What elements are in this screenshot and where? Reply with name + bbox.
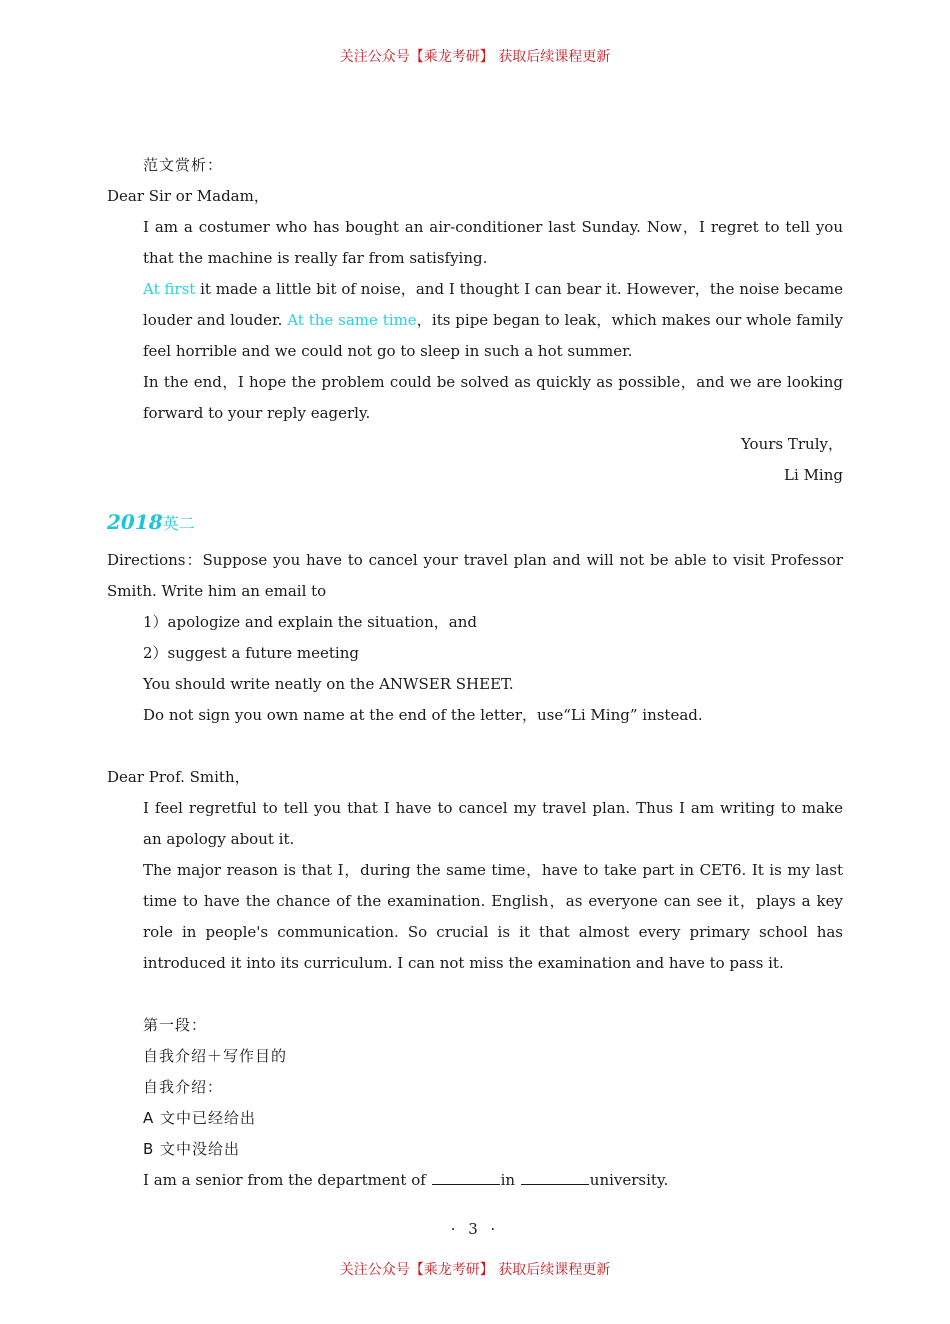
fill-blank-university [521, 1169, 589, 1185]
letter1-paragraph-1: I am a costumer who has bought an air-conditioner last Sunday. Now，I regret to tell you that the machine is really far from satisfying. [143, 218, 843, 267]
template-text-a: I am a senior from the department of [143, 1171, 431, 1189]
letter1-paragraph-2-text-a: it made a little bit of noise，and I thought I can bear it. However，the noise became louder and louder. [143, 280, 844, 329]
template-text-c: university. [589, 1171, 669, 1189]
page-footer: 关注公众号【乘龙考研】 获取后续课程更新 [339, 1262, 611, 1278]
template-text-b: in [500, 1171, 520, 1189]
letter2-paragraph-2: The major reason is that I，during the same time，have to take part in CET6. It is my last time to have the chance of the examination. English，as everyone can see it，plays a key role in people's communication. So crucial is it that almost every primary school has introduced it into its curriculum. I can not miss the examination and have to pass it. [143, 861, 843, 972]
page-number: · 3 · [450, 1220, 500, 1238]
directions-note-1: You should write neatly on the ANWSER SHEET. [143, 675, 514, 693]
letter2-salutation: Dear Prof. Smith， [107, 768, 250, 786]
spacer [107, 979, 843, 1010]
note-first-paragraph: 第一段： [143, 1016, 208, 1034]
note-option-a: A 文中已经给出 [143, 1109, 257, 1127]
section-title-suffix: 英二 [162, 514, 195, 533]
directions-item-1: 1）apologize and explain the situation，and [143, 613, 477, 631]
letter1-paragraph-2 [107, 274, 843, 367]
letter2-paragraph-1: I feel regretful to tell you that I have to cancel my travel plan. Thus I am writing to make an apology about it. [143, 799, 843, 848]
highlight-at-first: At first [143, 280, 196, 298]
main-content [107, 150, 843, 1196]
page-header: 关注公众号【乘龙考研】 获取后续课程更新 [339, 49, 611, 65]
letter1-paragraph-3: In the end，I hope the problem could be solved as quickly as possible，and we are looking forward to your reply eagerly. [143, 373, 843, 422]
note-option-b: B 文中没给出 [143, 1140, 241, 1158]
letter1-signature: Li Ming [784, 466, 843, 484]
section-year: 2018 [107, 510, 163, 534]
letter1-salutation: Dear Sir or Madam， [107, 187, 269, 205]
sample-analysis-label: 范文赏析： [143, 156, 224, 174]
note-self-intro: 自我介绍： [143, 1078, 224, 1096]
directions: Directions：Suppose you have to cancel your travel plan and will not be able to visit Professor Smith. Write him an email to [107, 551, 843, 600]
letter1-closing: Yours Truly， [740, 435, 843, 453]
letter1-paragraph-2-text-b: ，its pipe began to leak，which makes our whole family feel horrible and we could not go to sleep in such a hot summer. [143, 311, 843, 360]
note-template-sentence [107, 1165, 843, 1196]
directions-item-2: 2）suggest a future meeting [143, 644, 359, 662]
section-title [107, 505, 843, 541]
fill-blank-department [432, 1169, 500, 1185]
spacer [107, 731, 843, 762]
directions-note-2: Do not sign you own name at the end of the letter，use“Li Ming” instead. [143, 706, 703, 724]
note-intro-purpose: 自我介绍＋写作目的 [143, 1047, 288, 1065]
highlight-at-the-same-time: At the same time [287, 311, 417, 329]
